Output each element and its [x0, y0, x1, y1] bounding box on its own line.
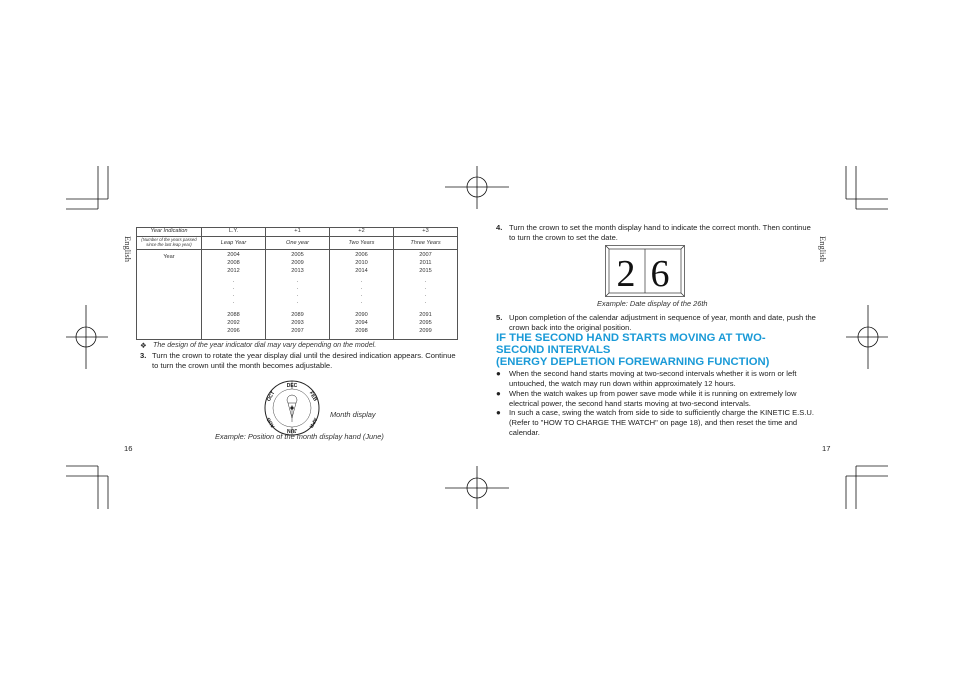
step-3-number: 3.: [140, 351, 147, 360]
dial-month-label: FEB: [307, 390, 318, 403]
note-symbol: ❖: [140, 341, 147, 350]
year-value: 2088: [227, 312, 240, 318]
step-4-number: 4.: [496, 223, 503, 232]
table-year-column: [202, 250, 266, 340]
year-value: 2091: [419, 312, 432, 318]
year-value: 2094: [355, 320, 368, 326]
table-subheader-cell: Three Years: [394, 237, 458, 250]
year-value: 2095: [419, 320, 432, 326]
table-header-cell: L.Y.: [202, 228, 266, 237]
dial-month-label: DEC: [286, 383, 298, 389]
year-value: 2092: [227, 320, 240, 326]
table-header-cell: +2: [330, 228, 394, 237]
year-value: 2098: [355, 328, 368, 334]
heading-line: SECOND INTERVALS: [496, 344, 611, 356]
side-label-left: English: [123, 236, 133, 262]
dial-month-label: APR: [307, 416, 319, 429]
year-value: 2014: [355, 268, 368, 274]
section-heading: [496, 332, 826, 368]
dot: ·: [360, 279, 363, 285]
year-value: 2093: [291, 320, 304, 326]
page-number-right: 17: [822, 444, 831, 453]
year-value: 2012: [227, 268, 240, 274]
dot: ·: [232, 279, 235, 285]
dot: ·: [424, 286, 427, 292]
table-year-column: [394, 250, 458, 340]
year-value: 2006: [355, 252, 368, 258]
heading-line: (ENERGY DEPLETION FOREWARNING FUNCTION): [496, 356, 770, 368]
year-value: 2096: [227, 328, 240, 334]
year-value: 2011: [419, 260, 432, 266]
table-year-column: [330, 250, 394, 340]
table-year-column: [266, 250, 330, 340]
bullet-text: When the watch wakes up from power save mode while it is running on extremely low electrical power, the second hand starts moving at two-second intervals.: [509, 389, 797, 408]
year-value: 2089: [291, 312, 304, 318]
dot: ·: [296, 300, 299, 306]
table-header-cell: +1: [266, 228, 330, 237]
year-value: 2010: [355, 260, 368, 266]
year-value: 2007: [419, 252, 432, 258]
bullet-icon: ●: [496, 408, 501, 417]
table-subheader-cell: Leap Year: [202, 237, 266, 250]
dot: ·: [424, 293, 427, 299]
date-digit-tens: 2: [616, 253, 636, 295]
side-label-right: English: [818, 236, 828, 262]
table-header-cell: Year Indication: [137, 228, 202, 237]
table-subheader-cell: Two Years: [330, 237, 394, 250]
table-header-cell: +3: [394, 228, 458, 237]
bullet-text: In such a case, swing the watch from side to side to sufficiently charge the KINETIC E.S.U. (Refer to "HOW TO CHARGE THE WATCH" on page 18), and then reset the time and calendar.: [509, 408, 815, 437]
year-indication-table: [136, 227, 458, 340]
dot: ·: [232, 300, 235, 306]
bullet-icon: ●: [496, 369, 501, 378]
month-figure-caption: Example: Position of the month display hand (June): [215, 432, 384, 441]
year-value: 2005: [291, 252, 304, 258]
dial-month-label: JUN: [286, 427, 298, 433]
bullet-icon: ●: [496, 389, 501, 398]
page-number-left: 16: [124, 444, 133, 453]
year-value: 2099: [419, 328, 432, 334]
dial-month-label: AUG: [265, 416, 277, 429]
dot: ·: [232, 293, 235, 299]
year-value: 2090: [355, 312, 368, 318]
table-subheader-cell: One year: [266, 237, 330, 250]
dot: ·: [232, 286, 235, 292]
dot: ·: [360, 300, 363, 306]
year-value: 2004: [227, 252, 240, 258]
design-note: The design of the year indicator dial may vary depending on the model.: [153, 341, 377, 349]
dot: ·: [296, 279, 299, 285]
dot: ·: [296, 293, 299, 299]
year-value: 2009: [291, 260, 304, 266]
month-display-label: Month display: [330, 410, 376, 419]
table-row-label: Year: [137, 250, 202, 340]
dot: ·: [296, 286, 299, 292]
heading-line: IF THE SECOND HAND STARTS MOVING AT TWO-: [496, 332, 766, 344]
bullet-text: When the second hand starts moving at two-second intervals whether it is worn or left untouched, the watch may run down within approximately 12 hours.: [509, 369, 797, 388]
step-5-number: 5.: [496, 313, 503, 322]
year-value: 2008: [227, 260, 240, 266]
table-subheader-cell: (Number of the years passed since the last leap year): [137, 237, 202, 250]
dot: ·: [424, 279, 427, 285]
step-5-text: Upon completion of the calendar adjustment in sequence of year, month and date, push the crown back into the original position.: [509, 313, 816, 332]
dot: ·: [360, 293, 363, 299]
dot: ·: [424, 300, 427, 306]
year-value: 2015: [419, 268, 432, 274]
month-dial-illustration: [262, 378, 322, 438]
date-digit-ones: 6: [650, 253, 670, 295]
dot: ·: [360, 286, 363, 292]
step-4-text: Turn the crown to set the month display hand to indicate the correct month. Then continue to turn the crown to set the date.: [509, 223, 811, 242]
year-value: 2097: [291, 328, 304, 334]
date-figure-caption: Example: Date display of the 26th: [597, 299, 708, 308]
step-3-text: Turn the crown to rotate the year display dial until the desired indication appears. Continue to turn the crown until the month becomes adjustable.: [152, 351, 456, 370]
dial-month-label: OCT: [265, 390, 277, 403]
year-value: 2013: [291, 268, 304, 274]
